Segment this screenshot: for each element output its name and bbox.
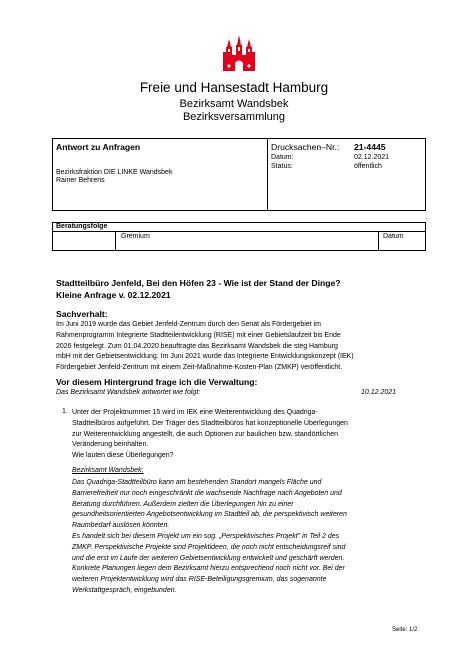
district-name: Bezirksamt Wandsbek — [179, 98, 289, 110]
question-intro: Vor diesem Hintergrund frage ich die Verwaltung: — [56, 377, 258, 387]
answer-date: 10.12.2021 — [361, 389, 397, 396]
subject-title: Stadtteilbüro Jenfeld, Bei den Höfen 23 - Wie ist der Stand der Dinge? — [56, 278, 341, 288]
submitter-faction: Bezirksfraktion DIE LINKE Wandsbek — [56, 169, 173, 176]
consultation-col-divider-1 — [115, 231, 116, 251]
assembly-name: Bezirksversammlung — [182, 111, 286, 123]
document-type: Antwort zu Anfragen — [56, 142, 141, 152]
consultation-col-body: Gremium — [121, 233, 150, 240]
question-line: Unter der Projektnummer 15 wird im IEK eine Weiterentwicklung des Quadriga- — [72, 409, 318, 416]
meta-box-divider — [267, 138, 268, 211]
answer-line: und die erst im Laufe der weiteren Gebietsentwicklung entwickelt und geschärft werden. — [72, 554, 345, 562]
answer-line: Das Quadriga-Stadtteilbüro kann am bestehenden Standort mangels Fläche und — [72, 479, 322, 486]
question-1-text — [72, 408, 426, 462]
doc-number-value: 21-4445 — [354, 142, 386, 152]
answer-heading: Bezirksamt Wandsbek: — [72, 467, 144, 474]
facts-line: Im Juni 2019 wurde das Gebiet Jenfeld-Zentrum durch den Senat als Fördergebiet im — [56, 321, 321, 328]
facts-line: 2026 festgelegt. Zum 01.04.2020 beauftragte das Bezirksamt Wandsbek die steg Hamburg — [56, 342, 338, 350]
date-value: 02.12.2021 — [354, 154, 390, 161]
consultation-col-date: Datum — [383, 233, 404, 240]
answer-intro: Das Bezirksamt Wandsbek antwortet wie folgt: — [56, 389, 201, 396]
hamburg-castle-logo-icon — [218, 33, 260, 75]
question-line: Wie lauten diese Überlegungen? — [72, 452, 174, 460]
facts-line: mbH mit der Gebietsentwicklung. Im Juni 2021 wurde das Integrierte Entwicklungskonzept (IEK) — [56, 353, 354, 361]
page-number: Seite: 1/2 — [392, 627, 418, 633]
status-label: Status: — [271, 163, 293, 170]
consultation-title: Beratungsfolge — [56, 223, 108, 230]
consultation-table — [52, 222, 426, 251]
answer-line: Werkstattgespräch, eingebunden. — [72, 586, 177, 594]
answer-line: ZMKP. Perspektivische Projekte sind Projektideen, die noch nicht entscheidungsreif sind — [72, 543, 346, 551]
answer-line: Konkrete Planungen liegen dem Bezirksamt hierzu entsprechend noch nicht vor. Bei der — [72, 565, 345, 573]
facts-paragraph — [56, 320, 426, 374]
answer-line: Raumbedarf auslösen könnten. — [72, 522, 170, 530]
facts-line: Rahmenprogramm Integrierte Stadtteilentwicklung (RISE) mit einer Gebietslaufzeit bis Ende — [56, 331, 341, 339]
submitter-person: Rainer Behrens — [56, 177, 105, 184]
doc-number-label: Drucksachen–Nr.: — [271, 142, 340, 152]
answer-line: weiteren Projektentwicklung wird das RISE-Beteiligungsgremium, das sogenannte — [72, 576, 327, 584]
date-label: Datum: — [271, 154, 294, 161]
consultation-header-line — [52, 231, 426, 232]
consultation-col-divider-2 — [378, 231, 379, 251]
answer-line: Barrierefreiheit nur noch eingeschränkt die wachsende Nachfrage nach Angeboten und — [72, 489, 342, 497]
answer-line: Beratung durchführen. Außerdem zielten die Überlegungen hin zu einer — [72, 500, 294, 508]
question-line: Stadtteilbüros aufgeführt. Der Träger des Stadtteilbüros hat konzeptionelle Überlegungen — [72, 419, 348, 427]
org-name: Freie und Hansestadt Hamburg — [139, 80, 329, 95]
question-line: Veränderung beinhalten. — [72, 441, 149, 449]
facts-line: Fördergebiet Jenfeld-Zentrum mit einem Zeit-Maßnahme-Kosten-Plan (ZMKP) veröffentlicht. — [56, 364, 343, 372]
answer-line: Es handelt sich bei diesem Projekt um ein sog. „Perspektivisches Projekt" in Teil 2 des — [72, 532, 340, 540]
question-number: 1. — [62, 408, 68, 415]
question-line: zur Weiterentwicklung angestellt, die auch Optionen zur baulichen bzw. standörtlichen — [72, 430, 339, 438]
status-value: öffentlich — [354, 163, 382, 170]
subject-inquiry-date: Kleine Anfrage v. 02.12.2021 — [56, 290, 171, 300]
answer-line: gesundheitsorientierten Angebotsentwicklung im Stadtteil ab, die perspektivisch weiteren — [72, 511, 347, 519]
facts-heading: Sachverhalt: — [56, 309, 108, 319]
answer-1-text — [72, 478, 426, 597]
